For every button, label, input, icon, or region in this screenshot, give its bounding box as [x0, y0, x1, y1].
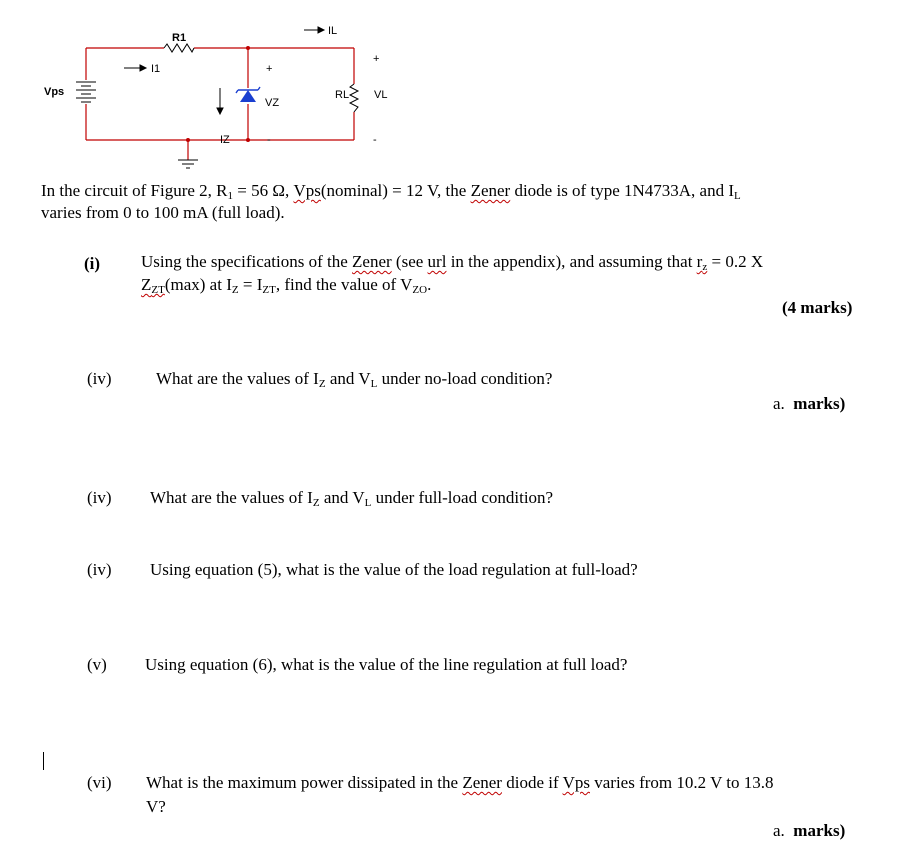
- q1-marks: (4 marks): [782, 298, 853, 317]
- q6-line-1: What is the maximum power dissipated in the Zener diode if Vps varies from 10.2 V to 13.8: [146, 773, 774, 792]
- q1-line-2: $Z_{ZT}(\max)$ at $I_Z = I_{ZT}$, find the value of $V_{ZO}$.: [141, 275, 432, 296]
- il-label: IL: [328, 25, 338, 37]
- iz-label: IZ: [220, 134, 230, 146]
- il-arrow-icon: [304, 27, 324, 33]
- q5-number: (v): [87, 655, 107, 674]
- q3-number: (iv): [87, 488, 112, 507]
- r1-resistor: [164, 44, 194, 52]
- vz-plus: +: [266, 63, 273, 75]
- q5-text: Using equation (6), what is the value of the line regulation at full load?: [145, 655, 628, 674]
- q6-marks: a. marks): [773, 821, 846, 840]
- battery-icon: [76, 82, 96, 102]
- vz-label: VZ: [265, 97, 280, 109]
- r1-label: R1: [172, 32, 187, 44]
- ground-icon: [178, 160, 198, 168]
- rl-resistor: [350, 84, 358, 112]
- q4-number: (iv): [87, 560, 112, 579]
- intro-line-2: varies from 0 to 100 mA (full load).: [41, 203, 285, 222]
- q1-line-1: Using the specifications of the Zener (see url in the appendix), and assuming that $r_z = 0.2$ X: [141, 252, 764, 273]
- vps-label: Vps: [44, 86, 65, 98]
- q3-text: What are the values of $I_Z$ and $V_L$ under full-load condition?: [150, 488, 554, 509]
- q6-number: (vi): [87, 773, 112, 792]
- q1-number: (i): [84, 254, 101, 273]
- q2-number: (iv): [87, 369, 112, 388]
- i1-arrow-icon: [124, 65, 146, 71]
- intro-line-1: In the circuit of Figure 2, $R_1 = 56$ Ω, Vps(nominal) = 12 V, the Zener diode is of type 1N4733A, and $I_L$: [41, 181, 741, 202]
- text-cursor: [43, 752, 44, 770]
- vl-plus: +: [373, 53, 380, 65]
- iz-arrow-icon: [217, 88, 223, 114]
- q2-text: What are the values of $I_Z$ and $V_L$ under no-load condition?: [156, 369, 553, 390]
- vz-minus: -: [267, 134, 271, 146]
- q4-text: Using equation (5), what is the value of the load regulation at full-load?: [150, 560, 638, 579]
- circuit-diagram: [0, 0, 907, 180]
- rl-label: RL: [335, 89, 350, 101]
- vl-minus: -: [373, 134, 377, 146]
- q6-line-2: V?: [146, 797, 166, 816]
- zener-diode-icon: [236, 87, 260, 102]
- q2-marks: a. marks): [773, 394, 846, 413]
- i1-label: I1: [151, 63, 161, 75]
- vl-label: VL: [374, 89, 388, 101]
